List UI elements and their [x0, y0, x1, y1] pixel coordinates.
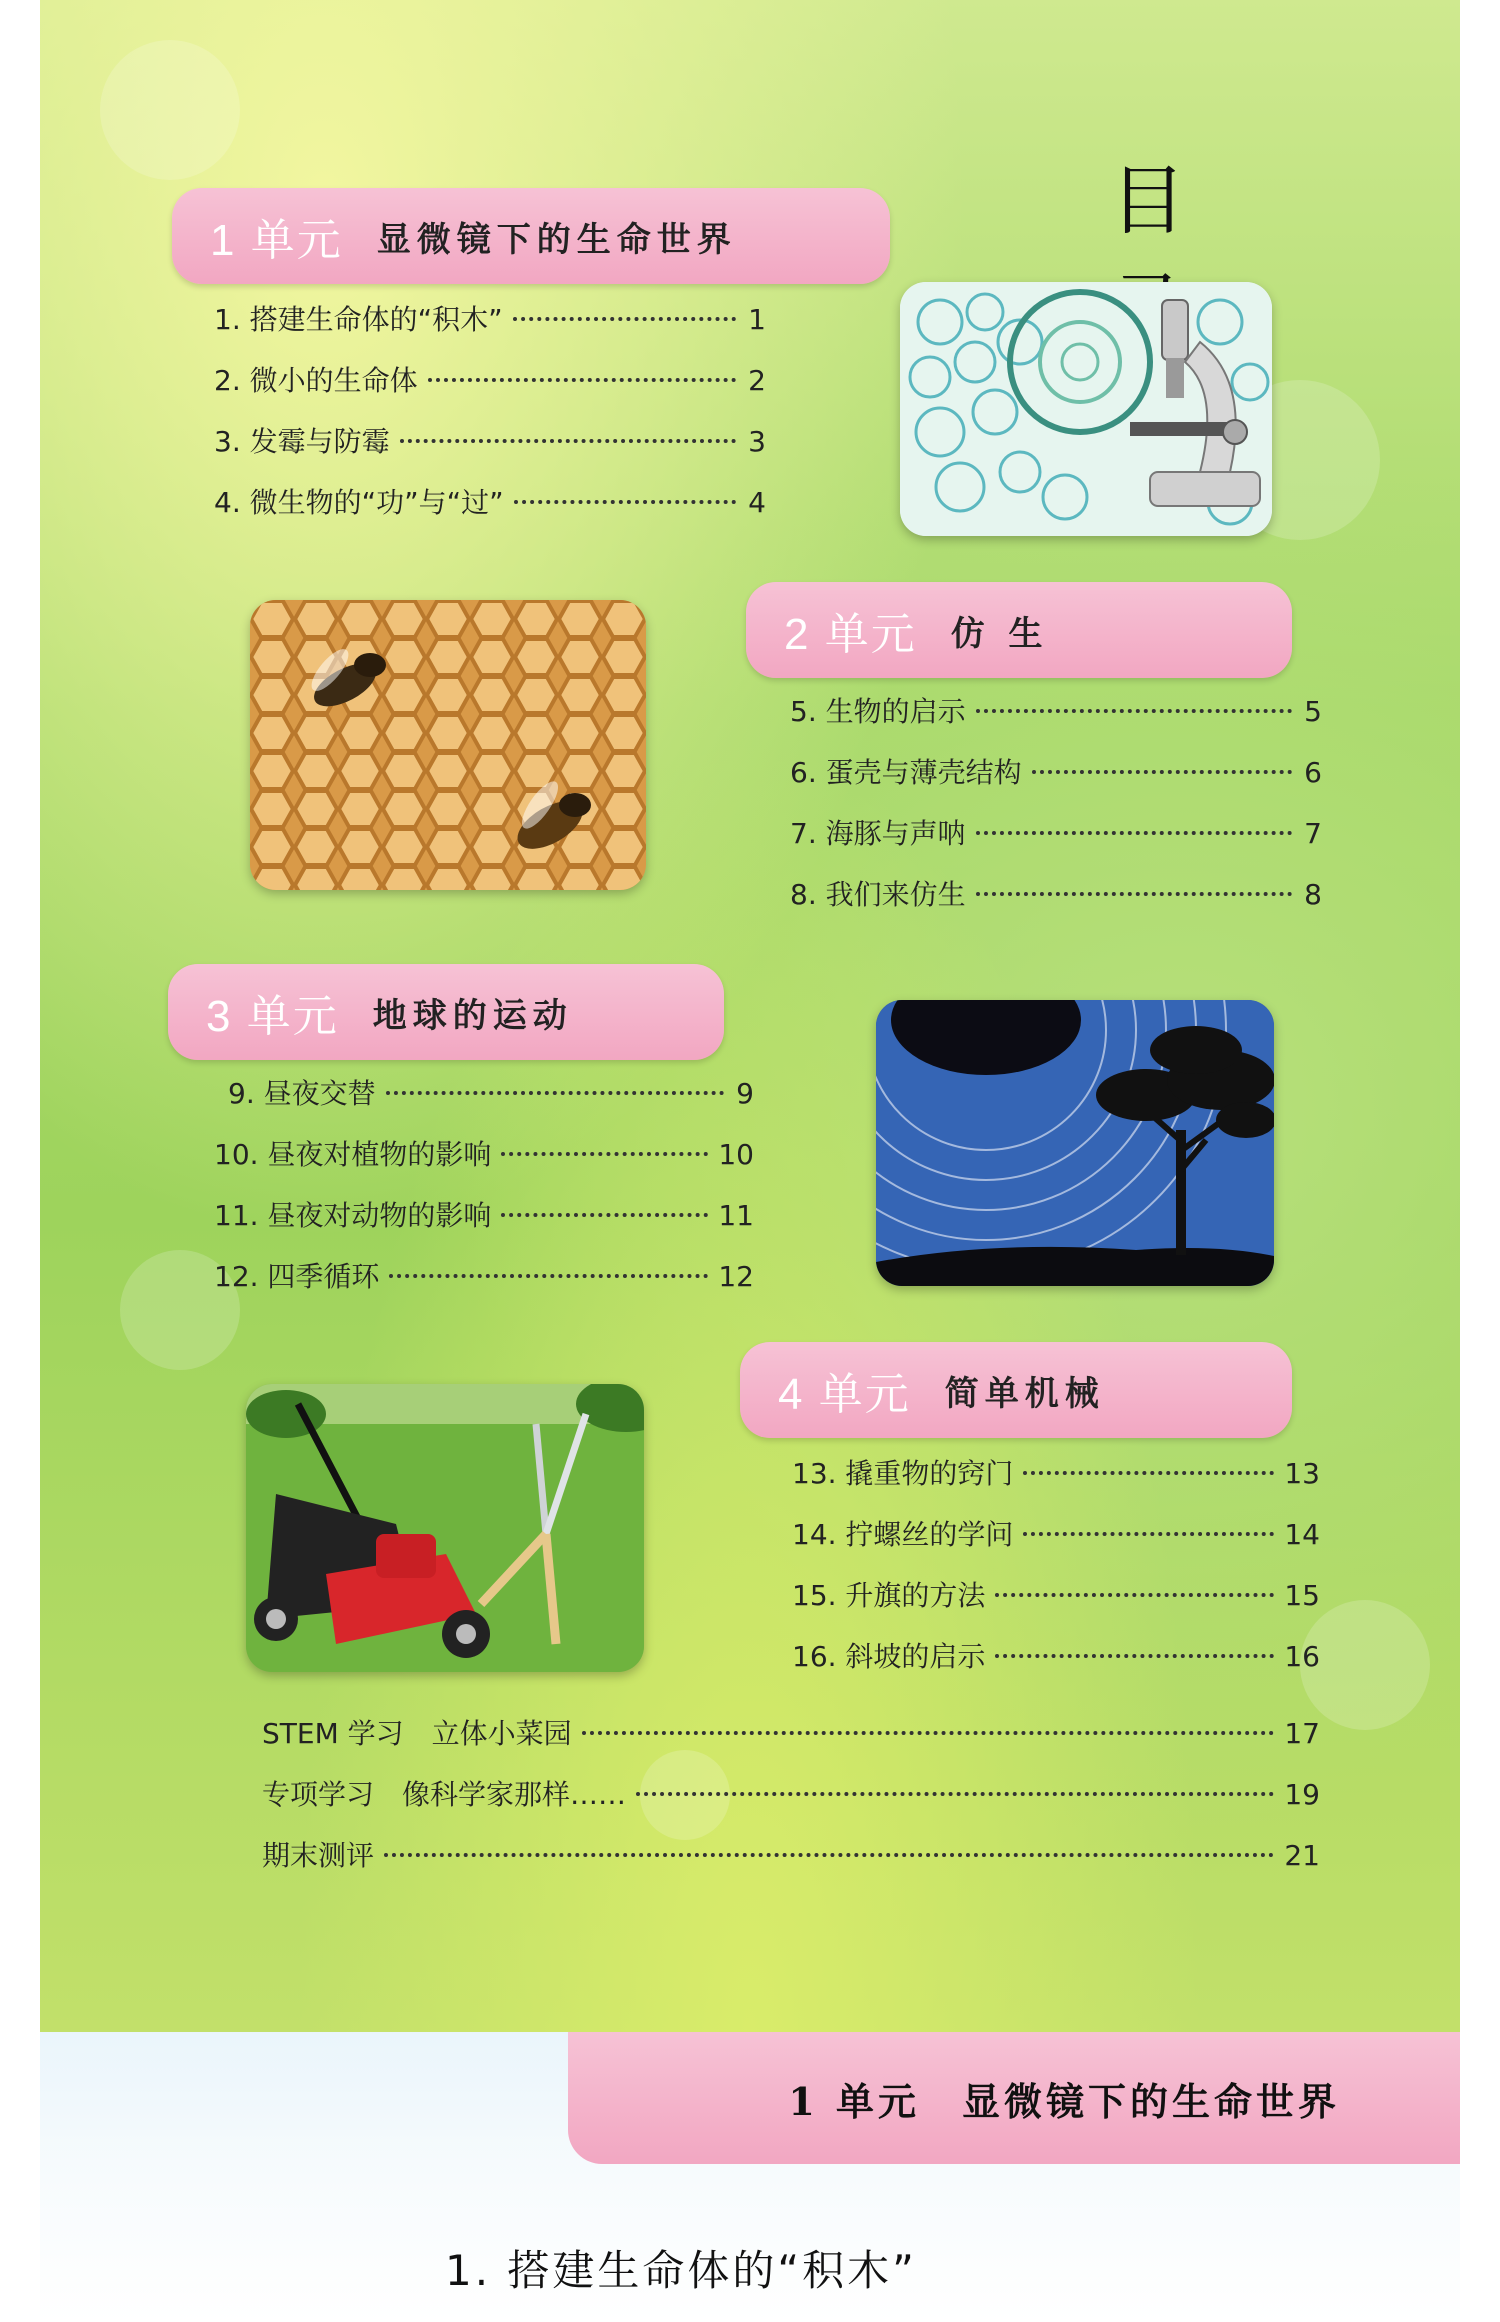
unit-2-lessons [790, 690, 1322, 934]
lawnmower-photo [246, 1384, 644, 1672]
unit-2-banner [746, 582, 1292, 678]
unit-1-number: 1 单元 [210, 216, 343, 265]
toc-item-title: 10. 昼夜对植物的影响 [214, 1138, 492, 1171]
toc-leader-dots [976, 831, 1292, 835]
toc-leader-dots [514, 500, 736, 504]
toc-item[interactable] [790, 751, 1322, 812]
toc-leader-dots [636, 1792, 1274, 1796]
unit-3-banner [168, 964, 724, 1060]
unit-4-name: 简单机械 [944, 1373, 1105, 1414]
toc-item-title: 4. 微生物的“功”与“过” [214, 486, 504, 519]
toc-item-title: 7. 海豚与声呐 [790, 817, 966, 850]
toc-item[interactable] [214, 1133, 754, 1194]
unit-3-lessons [214, 1072, 754, 1316]
toc-item-page: 7 [1304, 817, 1322, 850]
toc-item-page: 4 [748, 486, 766, 519]
toc-item[interactable] [214, 298, 766, 359]
honeycomb-photo [250, 600, 646, 890]
toc-item-title: 9. 昼夜交替 [228, 1077, 376, 1110]
unit-2-name: 仿 生 [950, 613, 1049, 654]
toc-leader-dots [501, 1152, 708, 1156]
toc-item[interactable] [214, 420, 766, 481]
toc-leader-dots [501, 1213, 708, 1217]
toc-item[interactable] [214, 1255, 754, 1316]
toc-item[interactable] [214, 359, 766, 420]
unit-4-lessons [792, 1452, 1320, 1696]
bokeh-decoration [100, 40, 240, 180]
toc-leader-dots [995, 1593, 1274, 1597]
toc-item-page: 2 [748, 364, 766, 397]
toc-item[interactable] [262, 1834, 1320, 1895]
unit-1-banner [172, 188, 890, 284]
unit-1-lessons [214, 298, 766, 542]
toc-item[interactable] [262, 1712, 1320, 1773]
toc-item-page: 16 [1284, 1640, 1320, 1673]
toc-item-title: 1. 搭建生命体的“积木” [214, 303, 503, 336]
toc-item-title: 12. 四季循环 [214, 1260, 380, 1293]
toc-item-title: 14. 拧螺丝的学问 [792, 1518, 1014, 1551]
toc-item-page: 14 [1284, 1518, 1320, 1551]
lawnmower-icon [246, 1384, 644, 1672]
next-page-unit-banner [568, 2032, 1460, 2164]
unit-3-number: 3 单元 [206, 992, 339, 1041]
toc-leader-dots [400, 439, 736, 443]
unit-4-banner [740, 1342, 1292, 1438]
toc-item[interactable] [792, 1635, 1320, 1696]
toc-item-title: STEM 学习 立体小菜园 [262, 1717, 572, 1750]
toc-leader-dots [1032, 770, 1292, 774]
toc-leader-dots [513, 317, 736, 321]
toc-item[interactable] [262, 1773, 1320, 1834]
toc-item-title: 8. 我们来仿生 [790, 878, 966, 911]
toc-item-page: 8 [1304, 878, 1322, 911]
next-page-lesson-title: 1. 搭建生命体的“积木” [445, 2246, 917, 2295]
toc-leader-dots [389, 1274, 708, 1278]
toc-item-title: 15. 升旗的方法 [792, 1579, 986, 1612]
toc-item-page: 13 [1284, 1457, 1320, 1490]
toc-item[interactable] [790, 690, 1322, 751]
unit-4-number: 4 单元 [778, 1370, 911, 1419]
night-sky-icon [876, 1000, 1274, 1286]
toc-item-title: 5. 生物的启示 [790, 695, 966, 728]
toc-item-title: 3. 发霉与防霉 [214, 425, 390, 458]
toc-item-page: 21 [1284, 1839, 1320, 1872]
toc-item[interactable] [790, 873, 1322, 934]
toc-item-title: 2. 微小的生命体 [214, 364, 418, 397]
toc-item-page: 1 [748, 303, 766, 336]
toc-item-page: 5 [1304, 695, 1322, 728]
night-sky-photo [876, 1000, 1274, 1286]
toc-item-title: 期末测评 [262, 1839, 375, 1872]
toc-item-page: 19 [1284, 1778, 1320, 1811]
toc-leader-dots [582, 1731, 1275, 1735]
toc-item[interactable] [792, 1513, 1320, 1574]
extras-list [262, 1712, 1320, 1895]
toc-item-title: 专项学习 像科学家那样…… [262, 1778, 627, 1811]
toc-item[interactable] [214, 1194, 754, 1255]
toc-page [40, 0, 1460, 2032]
microscope-icon [900, 282, 1272, 536]
toc-item[interactable] [792, 1452, 1320, 1513]
toc-leader-dots [386, 1091, 724, 1095]
toc-item-title: 6. 蛋壳与薄壳结构 [790, 756, 1022, 789]
unit-2-number: 2 单元 [784, 610, 917, 659]
toc-item[interactable] [214, 481, 766, 542]
next-page-unit-title: 1 单元 显微镜下的生命世界 [788, 2078, 1340, 2124]
toc-item[interactable] [790, 812, 1322, 873]
honeycomb-icon [250, 600, 646, 890]
unit-3-name: 地球的运动 [372, 995, 573, 1036]
toc-item-page: 15 [1284, 1579, 1320, 1612]
toc-leader-dots [1023, 1532, 1274, 1536]
toc-item-page: 6 [1304, 756, 1322, 789]
toc-leader-dots [976, 709, 1292, 713]
toc-item-title: 11. 昼夜对动物的影响 [214, 1199, 492, 1232]
toc-item-page: 12 [718, 1260, 754, 1293]
toc-item[interactable] [214, 1072, 754, 1133]
toc-leader-dots [1023, 1471, 1274, 1475]
unit-1-name: 显微镜下的生命世界 [376, 219, 737, 260]
toc-leader-dots [384, 1853, 1274, 1857]
toc-leader-dots [428, 378, 736, 382]
toc-item-page: 17 [1284, 1717, 1320, 1750]
toc-item-title: 16. 斜坡的启示 [792, 1640, 986, 1673]
toc-item[interactable] [792, 1574, 1320, 1635]
toc-leader-dots [995, 1654, 1274, 1658]
toc-item-page: 9 [736, 1077, 754, 1110]
toc-item-page: 11 [718, 1199, 754, 1232]
toc-item-title: 13. 撬重物的窍门 [792, 1457, 1014, 1490]
toc-leader-dots [976, 892, 1292, 896]
toc-item-page: 3 [748, 425, 766, 458]
microscope-photo [900, 282, 1272, 536]
page-title: 目 [1110, 156, 1266, 245]
toc-item-page: 10 [718, 1138, 754, 1171]
